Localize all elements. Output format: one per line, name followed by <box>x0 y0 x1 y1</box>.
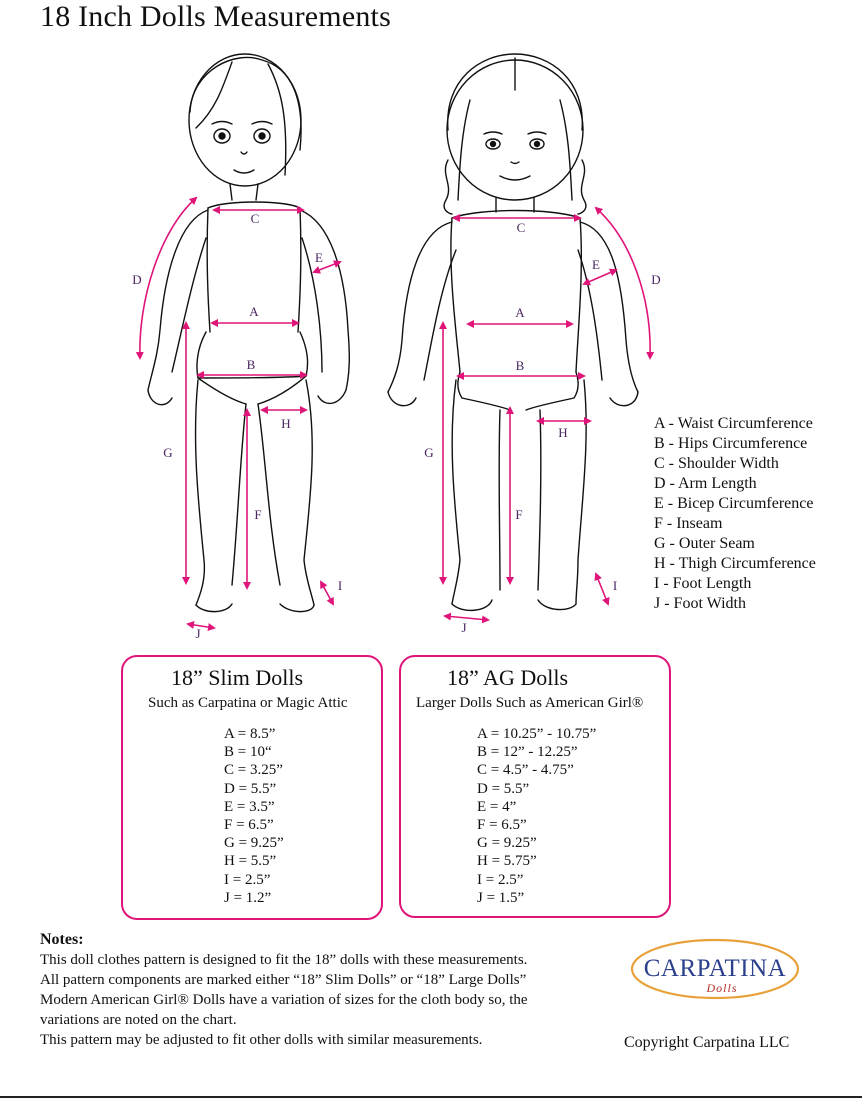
slim-label-f: F <box>254 507 262 522</box>
legend-item: D - Arm Length <box>654 475 757 492</box>
legend-item: I - Foot Length <box>654 575 752 592</box>
ag-measurement: D = 5.5” <box>477 780 530 797</box>
slim-label-c: C <box>250 211 260 226</box>
slim-i-line <box>321 582 333 604</box>
slim-label-e: E <box>315 250 323 265</box>
slim-label-a: A <box>249 304 259 319</box>
ag-e-line <box>584 270 616 284</box>
ag-label-g: G <box>424 445 434 460</box>
measurement-legend <box>654 414 816 614</box>
slim-measurement: G = 9.25” <box>224 835 284 852</box>
ag-label-i: I <box>612 578 618 593</box>
notes-line: All pattern components are marked either “18” Slim Dolls” or “18” Large Dolls” <box>40 972 527 988</box>
ag-label-a: A <box>515 305 525 320</box>
ag-measurement: J = 1.5” <box>477 889 525 906</box>
ag-measurement: H = 5.75” <box>477 853 537 870</box>
slim-label-h: H <box>281 416 291 431</box>
notes-line: Modern American Girl® Dolls have a variation of sizes for the cloth body so, the <box>40 992 528 1008</box>
slim-label-d: D <box>132 272 142 287</box>
ag-label-c: C <box>516 220 526 235</box>
ag-doll-outline <box>388 54 638 610</box>
ag-measurement: C = 4.5” - 4.75” <box>477 762 574 779</box>
slim-label-b: B <box>246 357 256 372</box>
ag-label-j: J <box>461 620 467 635</box>
ag-label-d: D <box>651 272 661 287</box>
notes-heading: Notes: <box>40 931 84 948</box>
slim-dolls-subtitle: Such as Carpatina or Magic Attic <box>148 695 348 711</box>
slim-dolls-box <box>121 655 383 920</box>
legend-item: J - Foot Width <box>654 595 746 612</box>
legend-item: E - Bicep Circumference <box>654 495 814 512</box>
slim-dolls-measurements <box>224 725 284 907</box>
slim-measurement: A = 8.5” <box>224 726 276 742</box>
slim-measurement: B = 10“ <box>224 744 272 761</box>
slim-label-i: I <box>337 578 343 593</box>
notes-line: This pattern may be adjusted to fit other dolls with similar measurements. <box>40 1032 483 1048</box>
slim-measurement: C = 3.25” <box>224 762 283 779</box>
slim-doll-outline <box>148 54 349 612</box>
slim-measurement: H = 5.5” <box>224 853 277 870</box>
ag-label-e: E <box>592 257 600 272</box>
ag-measurement: F = 6.5” <box>477 817 527 834</box>
ag-measurement: I = 2.5” <box>477 871 524 888</box>
slim-measurement: J = 1.2” <box>224 889 272 906</box>
slim-label-j: J <box>195 626 201 641</box>
ag-dolls-box <box>399 655 671 918</box>
slim-measurement: E = 3.5” <box>224 798 275 815</box>
ag-i-line <box>596 574 608 604</box>
ag-dolls-subtitle: Larger Dolls Such as American Girl® <box>416 695 644 711</box>
legend-item: H - Thigh Circumference <box>654 555 816 572</box>
page-title: 18 Inch Dolls Measurements <box>40 0 391 33</box>
legend-item: G - Outer Seam <box>654 535 755 552</box>
ag-measurement: B = 12” - 12.25” <box>477 744 578 761</box>
legend-item: A - Waist Circumference <box>654 415 813 432</box>
slim-measurement: F = 6.5” <box>224 817 274 834</box>
ag-measurement: A = 10.25” - 10.75” <box>477 726 597 742</box>
logo-name: CARPATINA <box>643 955 787 982</box>
ag-dolls-measurements <box>477 725 596 907</box>
notes-line: variations are noted on the chart. <box>40 1012 237 1028</box>
legend-item: B - Hips Circumference <box>654 435 808 452</box>
notes-line: This doll clothes pattern is designed to fit the 18” dolls with these measurements. <box>40 952 528 968</box>
ag-measurement: G = 9.25” <box>477 835 537 852</box>
slim-measurement: D = 5.5” <box>224 780 277 797</box>
legend-item: F - Inseam <box>654 515 723 532</box>
slim-j-line <box>188 624 214 628</box>
carpatina-logo <box>630 938 800 1000</box>
ag-label-f: F <box>515 507 523 522</box>
slim-measurement: I = 2.5” <box>224 871 271 888</box>
slim-label-g: G <box>163 445 173 460</box>
bottom-divider <box>0 1096 862 1098</box>
ag-label-b: B <box>515 358 525 373</box>
notes-section <box>40 930 600 1050</box>
ag-measurement: E = 4” <box>477 798 517 815</box>
slim-dolls-title: 18” Slim Dolls <box>171 665 304 690</box>
ag-label-h: H <box>558 425 568 440</box>
logo-sub: Dolls <box>706 981 738 995</box>
ag-d-line <box>596 208 650 358</box>
legend-item: C - Shoulder Width <box>654 455 779 472</box>
ag-dolls-title: 18” AG Dolls <box>447 665 568 690</box>
measurement-lines <box>140 198 650 628</box>
copyright-text: Copyright Carpatina LLC <box>624 1034 790 1051</box>
